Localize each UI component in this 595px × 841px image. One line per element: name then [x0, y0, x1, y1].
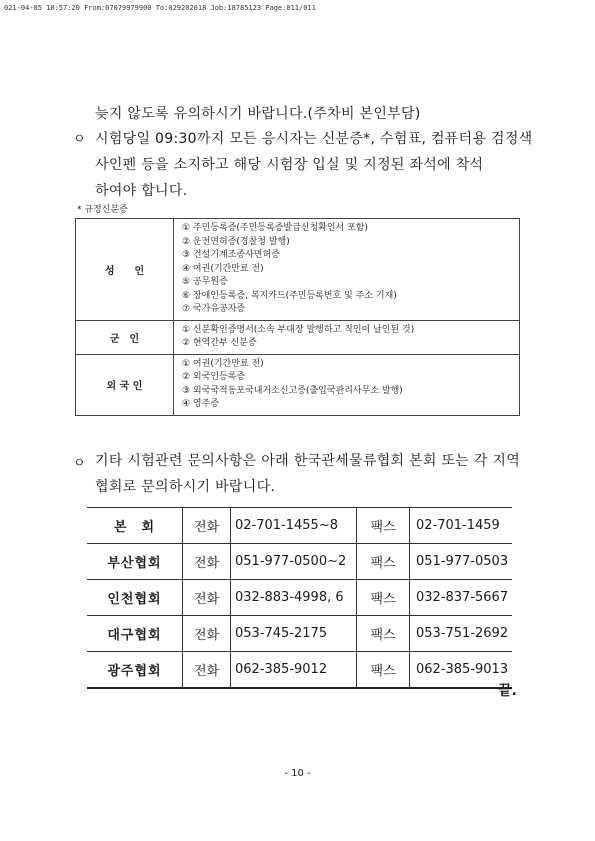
paragraph-line: 사인펜 등을 소지하고 해당 시험장 입실 및 지정된 좌석에 착석	[95, 157, 484, 173]
id-requirements-table	[75, 218, 520, 416]
phone-number: 062-385-9012	[231, 652, 357, 689]
fax-number: 062-385-9013	[410, 652, 513, 689]
table-row	[76, 354, 520, 415]
id-note: * 규정신분증	[77, 205, 128, 215]
list-item: ⑤ 공무원증	[182, 277, 228, 287]
list-item: ③ 외국국적동포국내거소신고증(출입국관리사무소 발행)	[182, 385, 403, 396]
fax-number: 053-751-2692	[410, 616, 513, 652]
table-row	[87, 616, 512, 652]
org-name: 광주협회	[87, 652, 183, 689]
paragraph-exam-day	[95, 126, 535, 204]
list-item: ③ 건설기계조종사면허증	[182, 250, 280, 260]
table-row	[87, 652, 512, 689]
phone-label: 전화	[183, 508, 231, 544]
list-item: ④ 영주증	[182, 399, 220, 409]
items-cell	[174, 320, 520, 354]
list-item: ① 신분확인증명서(소속 부대장 발행하고 직인이 날인된 것)	[182, 324, 415, 335]
items-cell	[174, 219, 520, 321]
fax-number: 051-977-0503	[410, 544, 513, 580]
org-name: 인천협회	[87, 580, 183, 616]
contact-table	[87, 507, 512, 689]
fax-label: 팩스	[357, 544, 410, 580]
list-item: ④ 여권(기간만료 전)	[182, 263, 264, 274]
list-item: ① 주민등록증(주민등록증발급신청확인서 포함)	[182, 223, 368, 233]
table-row	[87, 544, 512, 580]
list-item: ② 운전면허증(경찰청 발행)	[182, 236, 290, 247]
list-item: ② 현역간부 신분증	[182, 338, 257, 348]
category-cell: 외 국 인	[76, 354, 174, 415]
table-row	[87, 580, 512, 616]
phone-number: 02-701-1455~8	[231, 508, 357, 544]
list-item: ⑥ 장애인등록증, 복지카드(주민등록번호 및 주소 기재)	[182, 290, 397, 301]
paragraph-line: 하여야 합니다.	[95, 183, 188, 199]
phone-label: 전화	[183, 652, 231, 689]
list-item: ② 외국인등록증	[182, 372, 246, 382]
fax-number: 032-837-5667	[410, 580, 513, 616]
paragraph-continued: 늦지 않도록 유의하시기 바랍니다.(주차비 본인부담)	[95, 106, 421, 122]
org-name: 대구협회	[87, 616, 183, 652]
items-cell	[174, 354, 520, 415]
category-cell: 군 인	[76, 320, 174, 354]
phone-number: 053-745-2175	[231, 616, 357, 652]
paragraph-contact	[95, 448, 535, 500]
phone-label: 전화	[183, 616, 231, 652]
table-row	[76, 219, 520, 321]
list-item: ⑦ 국가유공자증	[182, 304, 246, 314]
phone-number: 032-883-4998, 6	[231, 580, 357, 616]
list-item: ① 여권(기간만료 전)	[182, 358, 264, 369]
fax-label: 팩스	[357, 508, 410, 544]
paragraph-line: 기타 시험관련 문의사항은 아래 한국관세물류협회 본회 또는 각 지역	[95, 453, 521, 469]
bullet-marker: ㅇ	[73, 456, 86, 471]
fax-label: 팩스	[357, 580, 410, 616]
phone-number: 051-977-0500~2	[231, 544, 357, 580]
fax-number: 02-701-1459	[410, 508, 513, 544]
phone-label: 전화	[183, 544, 231, 580]
org-name: 부산협회	[87, 544, 183, 580]
paragraph-line: 협회로 문의하시기 바랍니다.	[95, 479, 276, 495]
fax-label: 팩스	[357, 616, 410, 652]
fax-header: 021-04-05 10:57:20 From:07079979900 To:029202018 Job:18785123 Page:011/011	[4, 4, 316, 12]
page-number: - 10 -	[284, 768, 311, 779]
bullet-marker: ㅇ	[73, 132, 86, 147]
end-mark: 끝.	[498, 683, 517, 699]
phone-label: 전화	[183, 580, 231, 616]
table-row	[76, 320, 520, 354]
fax-label: 팩스	[357, 652, 410, 689]
paragraph-line: 시험당일 09:30까지 모든 응시자는 신분증*, 수험표, 컴퓨터용 검정색	[95, 131, 533, 147]
category-cell: 성 인	[76, 219, 174, 321]
table-row	[87, 508, 512, 544]
org-name: 본 회	[87, 508, 183, 544]
